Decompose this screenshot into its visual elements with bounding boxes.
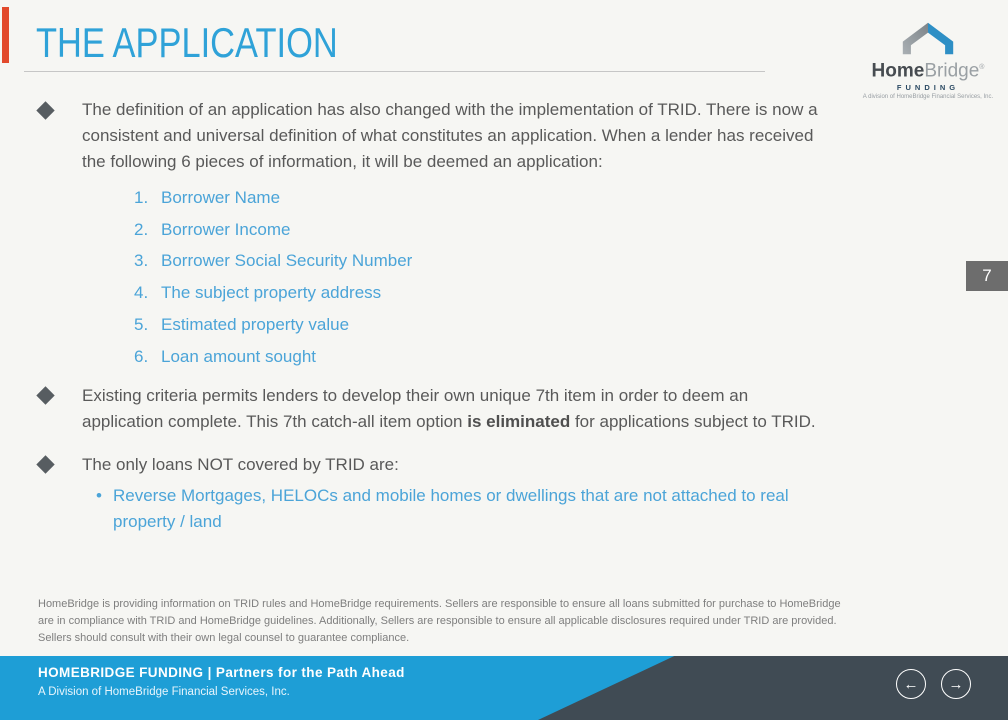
list-item-label: Borrower Income xyxy=(161,219,291,239)
accent-bar xyxy=(2,7,9,63)
logo-bridge-text: Bridge xyxy=(924,60,980,82)
bullet-2-bold-text: is eliminated xyxy=(467,412,571,431)
next-slide-button[interactable] xyxy=(941,669,971,699)
list-item-label: Borrower Name xyxy=(161,188,281,207)
sub-bullet-dot-icon: • xyxy=(96,486,102,505)
bullet-2-line-1: Existing criteria permits lenders to develop their own unique 7th item in order to deem an xyxy=(82,386,749,405)
list-item-number: 2. xyxy=(134,219,149,239)
homebridge-house-icon xyxy=(899,20,957,56)
list-item xyxy=(134,214,412,246)
bullet-2-line-2-pre: application complete. This 7th catch-all item option xyxy=(82,412,468,431)
list-item-label: The subject property address xyxy=(161,283,382,303)
sub-item-line-1: Reverse Mortgages, HELOCs and mobile homes or dwellings that are not attached to real xyxy=(113,486,789,505)
diamond-bullet-icon xyxy=(36,386,54,404)
list-item-label: Borrower Social Security Number xyxy=(161,251,413,271)
title-underline xyxy=(24,71,765,72)
list-item xyxy=(134,182,412,214)
list-item xyxy=(134,341,412,373)
disclaimer-text xyxy=(38,596,841,647)
logo-funding-text: FUNDING xyxy=(896,83,960,93)
list-item xyxy=(134,245,412,277)
list-item xyxy=(134,309,412,341)
registered-mark: ® xyxy=(979,64,985,71)
list-item-number: 5. xyxy=(134,314,149,334)
left-arrow-icon: ← xyxy=(903,675,919,693)
bullet-1-paragraph xyxy=(82,97,818,175)
right-arrow-icon: → xyxy=(948,675,964,693)
bullet-2-line-2-post: for applications subject to TRID. xyxy=(570,412,816,431)
sub-item-line-2: property / land xyxy=(113,512,222,531)
logo-home-text: Home xyxy=(871,60,925,82)
page-title: THE APPLICATION xyxy=(36,19,338,66)
footer-bar xyxy=(0,656,1008,720)
diamond-bullet-icon xyxy=(36,455,54,473)
list-item-number: 3. xyxy=(134,251,149,271)
bullet-3-sub-item xyxy=(113,483,789,535)
disclaimer-line-2: are in compliance with TRID and HomeBridge guidelines. Additionally, Sellers are responsible to ensure all applicable disclosures required under TRID are provided. xyxy=(38,615,837,627)
bullet-2-paragraph xyxy=(82,383,816,435)
page-number-badge xyxy=(966,261,1008,291)
disclaimer-line-3: Sellers should consult with their own legal counsel to guarantee compliance. xyxy=(38,632,410,644)
bullet-1-line-2: consistent and universal definition of what constitutes an application. When a lender has received xyxy=(82,126,814,145)
list-item-number: 1. xyxy=(134,188,149,207)
list-item-label: Estimated property value xyxy=(161,314,350,334)
list-item-label: Loan amount sought xyxy=(161,346,317,366)
bullet-3-text: The only loans NOT covered by TRID are: xyxy=(82,455,399,474)
page-number: 7 xyxy=(982,266,992,285)
prev-slide-button[interactable] xyxy=(896,669,926,699)
diamond-bullet-icon xyxy=(36,101,54,119)
footer-division-line: A Division of HomeBridge Financial Services, Inc. xyxy=(38,686,290,698)
application-items-list xyxy=(134,182,412,372)
bullet-1-line-3: the following 6 pieces of information, it will be deemed an application: xyxy=(82,152,603,171)
list-item xyxy=(134,277,412,309)
footer-dark-triangle xyxy=(538,656,1008,720)
logo-tagline: A division of HomeBridge Financial Services, Inc. xyxy=(862,94,994,101)
disclaimer-line-1: HomeBridge is providing information on TRID rules and HomeBridge requirements. Sellers are responsible to ensure all loans submitted for purchase to HomeBridge xyxy=(38,598,841,610)
bullet-1-line-1: The definition of an application has also changed with the implementation of TRID. There is now a xyxy=(82,100,818,119)
bullet-2-line-2 xyxy=(82,409,816,435)
list-item-number: 4. xyxy=(134,283,149,303)
footer-brand-line: HOMEBRIDGE FUNDING | Partners for the Path Ahead xyxy=(38,665,405,680)
list-item-number: 6. xyxy=(134,346,149,366)
logo-wordmark xyxy=(852,58,1004,81)
homebridge-logo xyxy=(852,20,1004,100)
